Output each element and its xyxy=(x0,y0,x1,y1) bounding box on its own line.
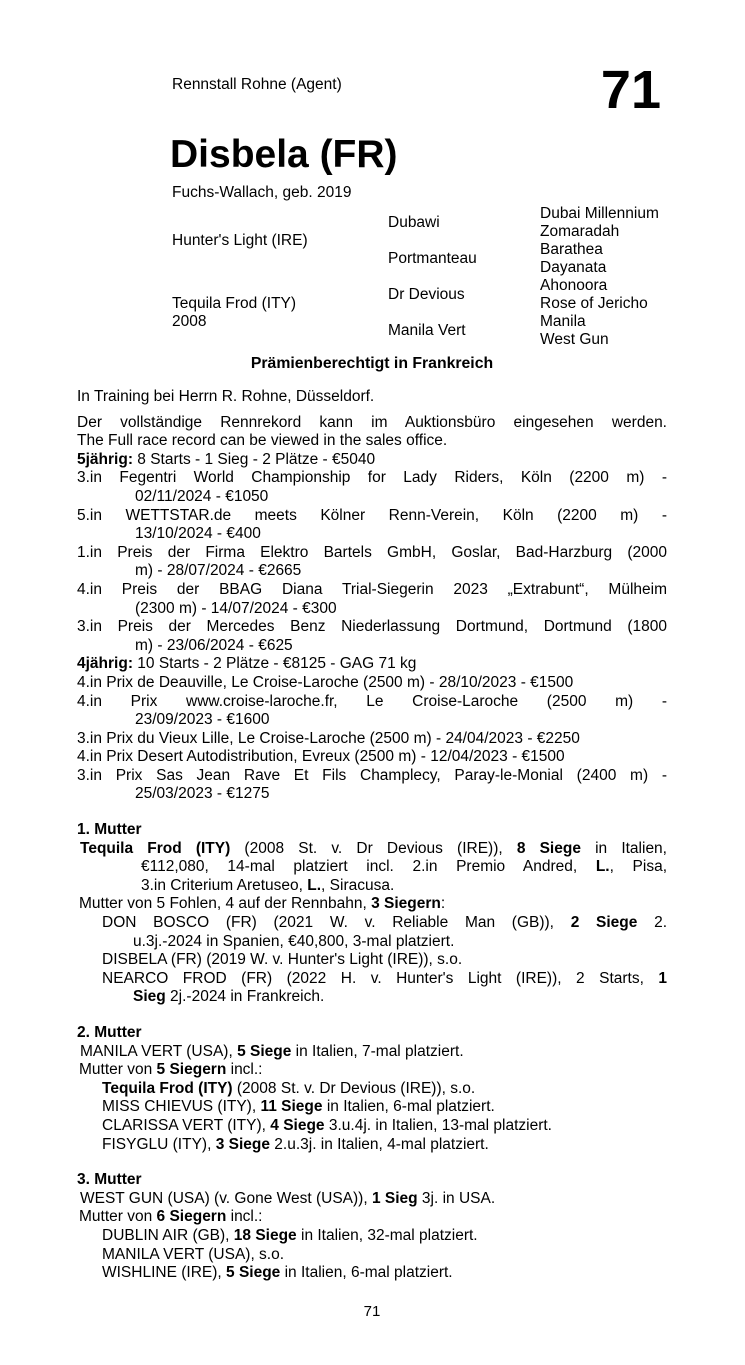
sire-cell xyxy=(172,205,388,277)
progeny-item: MANILA VERT (USA), s.o. xyxy=(102,1245,285,1263)
progeny-item: Tequila Frod (ITY) (2008 St. v. Dr Devious (IRE)), s.o. xyxy=(102,1079,476,1097)
sire-name: Hunter's Light (IRE) xyxy=(172,232,308,249)
great-grandparent-name: Barathea xyxy=(540,241,603,258)
dam-section-1 xyxy=(77,821,667,1007)
season-age-label: 4jährig: xyxy=(77,655,133,673)
grandparent-name: Dr Devious xyxy=(388,286,465,303)
race-result: 3.in Fegentri World Championship for Lady Riders, Köln (2200 m) - 02/11/2024 - €1050 xyxy=(77,469,667,505)
dam-heading: 2. Mutter xyxy=(77,1024,142,1041)
dam-summary-cont: €112,080, 14-mal platziert incl. 2.in Premio Andred, L., Pisa, xyxy=(141,858,668,876)
season-age-label: 5jährig: xyxy=(77,450,133,468)
race-record-body xyxy=(77,388,667,1283)
dam-year: 2008 xyxy=(172,313,207,330)
progeny-item: DON BOSCO (FR) (2021 W. v. Reliable Man (GB)), 2 Siege 2. u.3j.-2024 in Spanien, €40,800, 3-mal platziert. xyxy=(102,914,668,950)
consignor: Rennstall Rohne (Agent) xyxy=(172,76,342,93)
premium-note: Prämienberechtigt in Frankreich xyxy=(250,355,494,372)
race-result: 3.in Prix du Vieux Lille, Le Croise-Laroche (2500 m) - 24/04/2023 - €2250 xyxy=(77,729,580,747)
season-stats: 10 Starts - 2 Plätze - €8125 - GAG 71 kg xyxy=(132,655,417,673)
season-4yo xyxy=(77,655,667,804)
season-summary xyxy=(77,451,667,470)
progeny-item: NEARCO FROD (FR) (2022 H. v. Hunter's Light (IRE)), 2 Starts, 1 Sieg 2j.-2024 in Frankreich. xyxy=(102,969,667,1006)
grandparent-name: Dubawi xyxy=(388,214,440,231)
produce-intro: Mutter von 5 Siegern incl.: xyxy=(79,1061,263,1079)
produce-intro: Mutter von 6 Siegern incl.: xyxy=(79,1208,263,1226)
dam-cell xyxy=(172,277,388,349)
dam-heading: 1. Mutter xyxy=(77,821,142,839)
dam-name: Tequila Frod (ITY) xyxy=(172,295,297,312)
race-result: 4.in Preis der BBAG Diana Trial-Siegerin 2023 „Extrabunt“, Mülheim (2300 m) - 14/07/2024 - €300 xyxy=(77,580,667,617)
grandparent-name: Manila Vert xyxy=(388,322,466,339)
grandparent-name: Portmanteau xyxy=(388,250,477,267)
grandparent-cell xyxy=(388,241,540,277)
produce-intro: Mutter von 5 Fohlen, 4 auf der Rennbahn, 3 Siegern: xyxy=(79,895,446,913)
grandparent-cell xyxy=(388,313,540,349)
great-grandparent-name: Dayanata xyxy=(540,259,607,276)
progeny-item: DISBELA (FR) (2019 W. v. Hunter's Light (IRE)), s.o. xyxy=(102,951,463,969)
dam-summary: MANILA VERT (USA), 5 Siege in Italien, 7-mal platziert. xyxy=(80,1042,464,1060)
race-result: 3.in Preis der Mercedes Benz Niederlassung Dortmund, Dortmund (1800 m) - 23/06/2024 - €625 xyxy=(77,618,667,654)
pedigree-table xyxy=(172,205,667,349)
horse-name: Disbela (FR) xyxy=(170,133,398,176)
race-result: 5.in WETTSTAR.de meets Kölner Renn-Verein, Köln (2200 m) - 13/10/2024 - €400 xyxy=(77,506,667,543)
pedigree-dam-row xyxy=(172,277,667,349)
record-note-en: The Full race record can be viewed in the sales office. xyxy=(77,432,448,450)
horse-details: Fuchs-Wallach, geb. 2019 xyxy=(172,184,352,201)
progeny-item: DUBLIN AIR (GB), 18 Siege in Italien, 32-mal platziert. xyxy=(102,1226,478,1244)
training-note: In Training bei Herrn R. Rohne, Düsseldorf. xyxy=(77,388,375,405)
race-result: 3.in Prix Sas Jean Rave Et Fils Champlecy, Paray-le-Monial (2400 m) - 25/03/2023 - €1275 xyxy=(77,766,667,803)
grandparent-cell xyxy=(388,205,540,241)
progeny-item: CLARISSA VERT (ITY), 4 Siege 3.u.4j. in Italien, 13-mal platziert. xyxy=(102,1116,552,1134)
progeny-item: WISHLINE (IRE), 5 Siege in Italien, 6-mal platziert. xyxy=(102,1264,453,1282)
season-5yo xyxy=(77,451,667,656)
great-grandparent-name: Ahonoora xyxy=(540,277,608,294)
great-grandparent-name: West Gun xyxy=(540,331,609,348)
race-result: 4.in Prix Desert Autodistribution, Evreux (2500 m) - 12/04/2023 - €1500 xyxy=(77,748,565,766)
great-grandparent-name: Zomaradah xyxy=(540,223,620,240)
dam-summary: WEST GUN (USA) (v. Gone West (USA)), 1 Sieg 3j. in USA. xyxy=(80,1189,496,1207)
record-note-de: Der vollständige Rennrekord kann im Auktionsbüro eingesehen werden. xyxy=(77,413,667,431)
lot-number: 71 xyxy=(600,60,661,120)
dam-section-3 xyxy=(77,1171,667,1283)
great-grandparent-name: Rose of Jericho xyxy=(540,295,648,312)
race-result: 4.in Prix de Deauville, Le Croise-Laroche (2500 m) - 28/10/2023 - €1500 xyxy=(77,673,574,691)
season-stats: 8 Starts - 1 Sieg - 2 Plätze - €5040 xyxy=(132,450,376,468)
dam-section-2 xyxy=(77,1024,667,1154)
race-result: 1.in Preis der Firma Elektro Bartels GmbH, Goslar, Bad-Harzburg (2000 m) - 28/07/2024 - €2665 xyxy=(77,543,667,580)
great-grandparent-name: Dubai Millennium xyxy=(540,205,659,222)
progeny-item: MISS CHIEVUS (ITY), 11 Siege in Italien, 6-mal platziert. xyxy=(102,1098,495,1116)
pedigree-sire-row xyxy=(172,205,667,277)
grandparent-cell xyxy=(388,277,540,313)
dam-summary-cont: 3.in Criterium Aretuseo, L., Siracusa. xyxy=(141,876,395,894)
great-grandparent-name: Manila xyxy=(540,313,586,330)
progeny-item: FISYGLU (ITY), 3 Siege 2.u.3j. in Italien, 4-mal platziert. xyxy=(102,1135,489,1153)
dam-summary: Tequila Frod (ITY) (2008 St. v. Dr Devious (IRE)), 8 Siege in Italien, xyxy=(80,839,667,857)
season-summary xyxy=(77,655,667,674)
race-result: 4.in Prix www.croise-laroche.fr, Le Croise-Laroche (2500 m) - 23/09/2023 - €1600 xyxy=(77,692,667,729)
page-number: 71 xyxy=(363,1303,381,1320)
dam-heading: 3. Mutter xyxy=(77,1171,142,1189)
